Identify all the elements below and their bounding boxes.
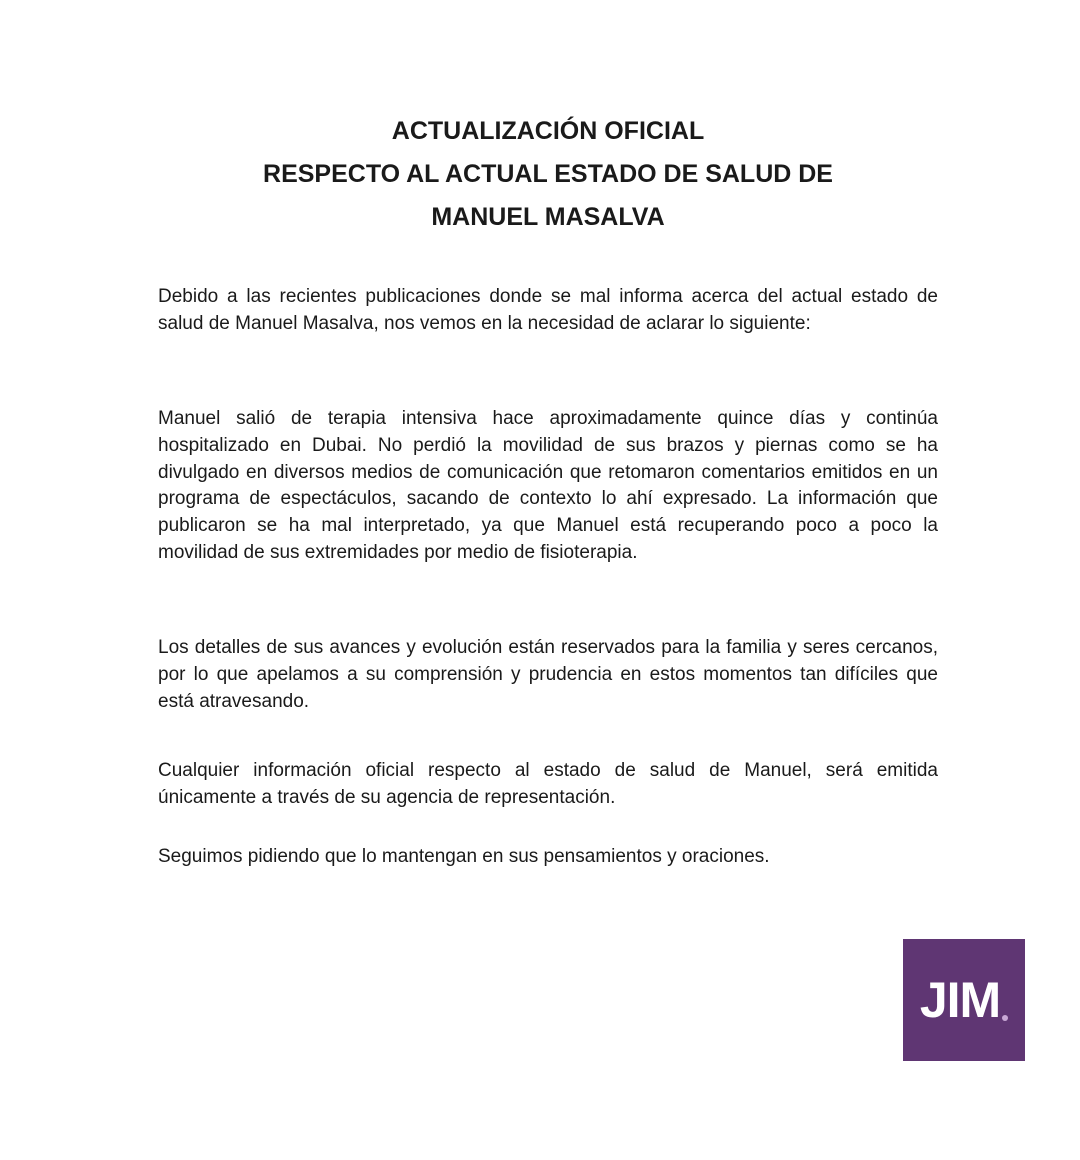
title-line-1: ACTUALIZACIÓN OFICIAL: [391, 117, 705, 145]
paragraph-closing: Seguimos pidiendo que lo mantengan en sus pensamientos y oraciones.: [158, 846, 770, 867]
paragraph-privacy: Los detalles de sus avances y evolución están reservados para la familia y seres cercanos, por lo que apelamos a su comprensión y prudencia en estos momentos tan difíciles que está atravesando.: [158, 637, 938, 712]
document-title: [0, 110, 1080, 239]
title-line-3: MANUEL MASALVA: [431, 203, 665, 231]
paragraph-intro: Debido a las recientes publicaciones donde se mal informa acerca del actual estado de salud de Manuel Masalva, nos vemos en la necesidad de aclarar lo siguiente:: [158, 286, 938, 334]
logo-text: JIM: [919, 972, 1001, 1028]
title-line-2: RESPECTO AL ACTUAL ESTADO DE SALUD DE: [263, 160, 833, 188]
paragraph-health-status: Manuel salió de terapia intensiva hace aproximadamente quince días y continúa hospitalizado en Dubai. No perdió la movilidad de sus brazos y piernas como se ha divulgado en diversos medios de comunicación que retomaron comentarios emitidos en un programa de espectáculos, sacando de contexto lo ahí expresado. La información que publicaron se ha mal interpretado, ya que Manuel está recuperando poco a poco la movilidad de sus extremidades por medio de fisioterapia.: [158, 408, 938, 563]
jim-logo: [903, 939, 1025, 1061]
paragraph-official-info: Cualquier información oficial respecto al estado de salud de Manuel, será emitida únicamente a través de su agencia de representación.: [158, 760, 938, 808]
logo-dot: [1002, 1015, 1008, 1021]
